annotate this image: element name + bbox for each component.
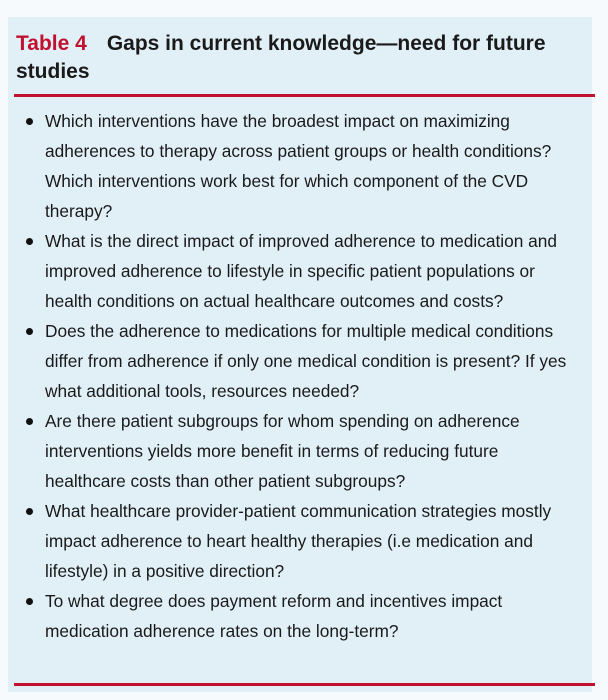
table-title: Gaps in current knowledge—need for future studies xyxy=(16,32,546,83)
list-item-text: Are there patient subgroups for whom spending on adherence interventions yields more benefit in terms of reducing future healthcare costs than other patient subgroups? xyxy=(45,411,520,491)
bullet-icon xyxy=(26,118,33,125)
list-item xyxy=(8,496,592,586)
list-item xyxy=(8,316,592,406)
list-item-text: Which interventions have the broadest impact on maximizing adherences to therapy across patient groups or health conditions? Which interventions work best for which component of the CVD therapy? xyxy=(45,111,552,221)
table-box xyxy=(8,17,592,692)
list-item-text: Does the adherence to medications for multiple medical conditions differ from adherence if only one medical condition is present? If yes what additional tools, resources needed? xyxy=(45,321,567,401)
table-label: Table 4 xyxy=(16,32,87,55)
list-item-text: To what degree does payment reform and incentives impact medication adherence rates on the long-term? xyxy=(45,591,503,641)
bullet-icon xyxy=(26,238,33,245)
list-item xyxy=(8,226,592,316)
bottom-rule xyxy=(14,683,595,686)
list-item xyxy=(8,406,592,496)
bullet-icon xyxy=(26,508,33,515)
list-item-text: What healthcare provider-patient communication strategies mostly impact adherence to heart healthy therapies (i.e medication and lifestyle) in a positive direction? xyxy=(45,501,552,581)
list-item-text: What is the direct impact of improved adherence to medication and improved adherence to lifestyle in specific patient populations or health conditions on actual healthcare outcomes and costs? xyxy=(45,231,557,311)
top-rule xyxy=(14,94,595,97)
bullet-list xyxy=(8,106,592,646)
bullet-icon xyxy=(26,598,33,605)
bullet-icon xyxy=(26,328,33,335)
list-item xyxy=(8,586,592,646)
table-caption xyxy=(16,30,586,86)
list-item xyxy=(8,106,592,226)
bullet-icon xyxy=(26,418,33,425)
